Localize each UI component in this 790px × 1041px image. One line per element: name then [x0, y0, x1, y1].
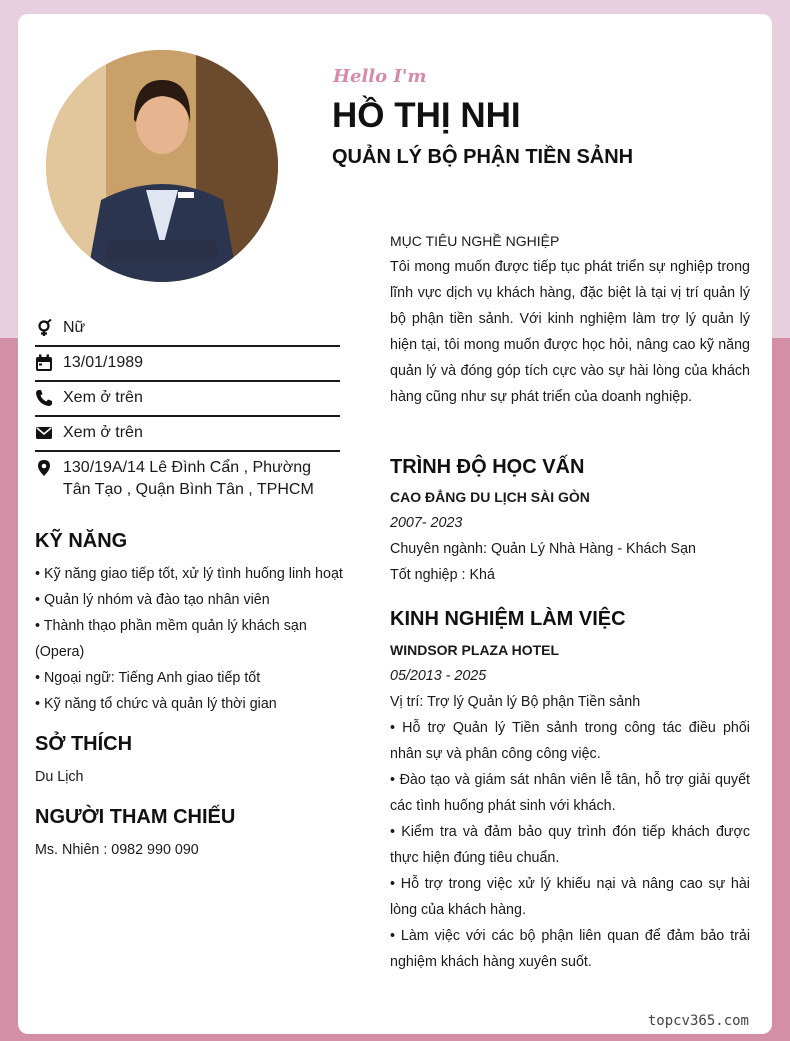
list-item: • Làm việc với các bộ phận liên quan để đảm bảo trải nghiệm khách hàng xuyên suốt. — [390, 928, 750, 970]
experience-period: 05/2013 - 2025 — [390, 668, 487, 684]
references-text: Ms. Nhiên : 0982 990 090 — [35, 842, 199, 858]
list-item: • Quản lý nhóm và đào tạo nhân viên — [35, 592, 270, 608]
references-heading: NGƯỜI THAM CHIẾU — [35, 806, 236, 828]
school-name: CAO ĐẲNG DU LỊCH SÀI GÒN — [390, 489, 590, 505]
contact-list — [35, 312, 340, 507]
education-period: 2007- 2023 — [390, 515, 463, 531]
hobbies-text: Du Lịch — [35, 769, 84, 785]
experience-heading: KINH NGHIỆM LÀM VIỆC — [390, 608, 626, 630]
avatar — [46, 50, 278, 282]
contact-birthday — [35, 347, 340, 382]
list-item: • Đào tạo và giám sát nhân viên lễ tân, hỗ trợ giải quyết các tình huống phát sinh với khách. — [390, 772, 750, 814]
list-item: • Ngoại ngữ: Tiếng Anh giao tiếp tốt — [35, 670, 261, 686]
footer-site[interactable]: topcv365.com — [647, 1013, 749, 1029]
hobbies-heading: SỞ THÍCH — [35, 733, 133, 755]
contact-email — [35, 417, 340, 452]
contact-phone — [35, 382, 340, 417]
experience-block — [390, 637, 750, 975]
skills-heading: KỸ NĂNG — [35, 530, 128, 552]
greeting: Hello I'm — [333, 66, 427, 87]
address-value: 130/19A/14 Lê Đình Cẩn , Phường Tân Tạo , Quận Bình Tân , TPHCM — [63, 459, 314, 498]
list-item: • Thành thạo phần mềm quản lý khách sạn — [35, 618, 307, 634]
list-item: • Kiểm tra và đảm bảo quy trình đón tiếp khách được thực hiện đúng tiêu chuẩn. — [390, 824, 750, 866]
birthday-value: 13/01/1989 — [63, 354, 144, 371]
email-icon — [35, 424, 53, 442]
job-title: QUẢN LÝ BỘ PHẬN TIỀN SẢNH — [332, 146, 634, 168]
list-item: • Hỗ trợ trong việc xử lý khiếu nại và nâng cao sự hài lòng của khách hàng. — [390, 876, 750, 918]
contact-address — [35, 452, 340, 507]
candidate-name: HỒ THỊ NHI — [332, 96, 521, 135]
list-item: • Kỹ năng giao tiếp tốt, xử lý tình huống linh hoạt — [35, 566, 343, 582]
list-item: (Opera) — [35, 644, 85, 660]
email-value[interactable]: Xem ở trên — [63, 424, 143, 441]
experience-position: Vị trí: Trợ lý Quản lý Bộ phận Tiền sảnh — [390, 694, 641, 710]
phone-icon — [35, 389, 53, 407]
location-icon — [35, 459, 53, 477]
gender-value: Nữ — [63, 319, 86, 336]
profile-photo — [46, 50, 278, 282]
education-block — [390, 484, 750, 588]
objective-text: Tôi mong muốn được tiếp tục phát triển sự nghiệp trong lĩnh vực dịch vụ khách hàng, đặc biệt là tại vị trí quản lý bộ phận tiền sảnh. Với kinh nghiệm làm trợ lý quản lý hiện tại, tôi mong muốn được học hỏi, nâng cao kỹ năng quản lý và đóng góp tích cực vào sự hài lòng của khách hàng cũng như sự phát triển của doanh nghiệp. — [390, 259, 750, 405]
objective-heading: MỤC TIÊU NGHỀ NGHIỆP — [390, 233, 560, 249]
skills-list — [35, 561, 343, 717]
gender-icon — [35, 319, 53, 337]
education-heading: TRÌNH ĐỘ HỌC VẤN — [390, 456, 585, 478]
list-item: • Hỗ trợ Quản lý Tiền sảnh trong công tác điều phối nhân sự và phân công công việc. — [390, 720, 750, 762]
calendar-icon — [35, 354, 53, 372]
company-name: WINDSOR PLAZA HOTEL — [390, 642, 560, 658]
contact-gender — [35, 312, 340, 347]
education-grade: Tốt nghiệp : Khá — [390, 567, 495, 583]
career-objective — [390, 228, 750, 410]
phone-value[interactable]: Xem ở trên — [63, 389, 143, 406]
list-item: • Kỹ năng tổ chức và quản lý thời gian — [35, 696, 277, 712]
education-major: Chuyên ngành: Quản Lý Nhà Hàng - Khách Sạn — [390, 541, 697, 557]
